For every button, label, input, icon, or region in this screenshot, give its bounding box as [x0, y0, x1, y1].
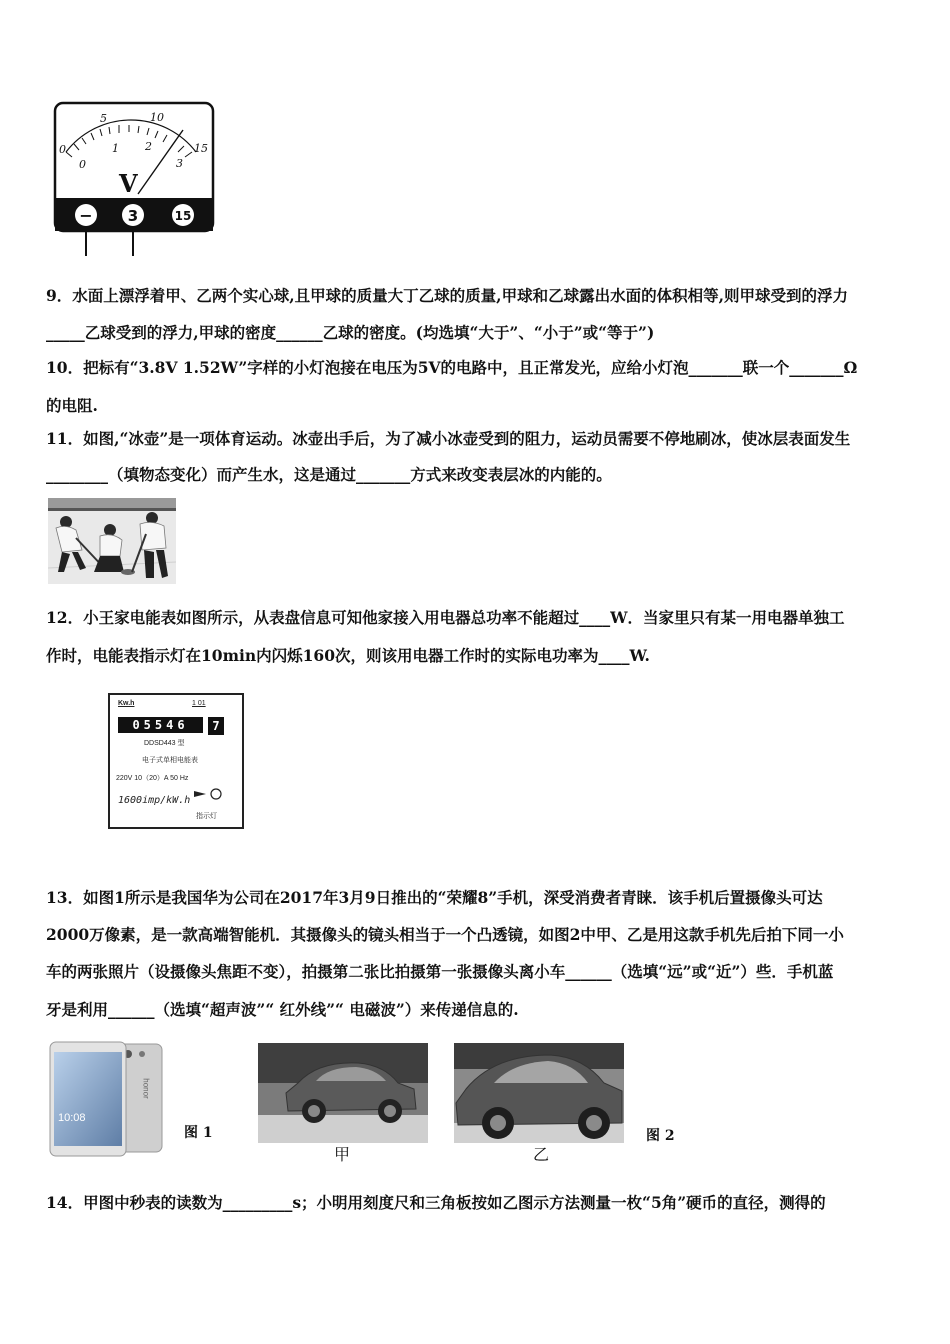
phone-photo [48, 1040, 166, 1158]
scale-bottom-0: 0 [79, 158, 86, 171]
q14-line1: 14．甲图中秒表的读数为_________s；小明用刻度尺和三角板按如乙图示方法测量一枚“5角”硬币的直径，测得的 [46, 1193, 826, 1212]
scale-top-10: 10 [150, 111, 164, 124]
curling-photo [48, 498, 176, 584]
terminal-15: 15 [174, 209, 192, 223]
q9-line1: 9．水面上漂浮着甲、乙两个实心球,且甲球的质量大丁乙球的质量,甲球和乙球露出水面的体积相等,则甲球受到的浮力 [46, 286, 848, 305]
q11-line2: ________（填物态变化）而产生水，这是通过_______方式来改变表层冰的内能的。 [46, 465, 612, 484]
phone-screen-time: 10:08 [58, 1112, 86, 1124]
caption-jia: 甲 [334, 1145, 351, 1164]
q10-line1: 10．把标有“3.8V 1.52W”字样的小灯泡接在电压为5V的电路中，且正常发光，应给小灯泡_______联一个_______Ω [46, 358, 858, 377]
phone-brand-logo: honor [141, 1078, 151, 1099]
q13-line4: 牙是利用______（选填“超声波”“ 红外线”“ 电磁波”）来传递信息的. [46, 1000, 519, 1019]
caption-yi: 乙 [533, 1145, 550, 1164]
energy-meter-figure [108, 693, 244, 829]
meter-specs: 220V 10（20）A 50 Hz [116, 775, 189, 782]
q11-line1: 11．如图,“冰壶”是一项体育运动。冰壶出手后，为了减小冰壶受到的阻力，运动员需要不停地刷冰，使冰层表面发生 [46, 429, 851, 448]
q13-line2: 2000万像素，是一款高端智能机．其摄像头的镜头相当于一个凸透镜，如图2中甲、乙是用这款手机先后拍下同一小 [46, 925, 844, 944]
scale-top-0: 0 [59, 143, 66, 156]
terminal-negative: − [79, 206, 93, 225]
scale-bottom-2: 2 [145, 140, 152, 153]
meter-reading-last-digit: 7 [208, 717, 224, 735]
meter-model: DDSD443 型 [144, 740, 185, 747]
meter-reading-digits: 05546 [118, 717, 203, 733]
voltmeter-figure [52, 100, 218, 260]
q12-line2: 作时，电能表指示灯在10min内闪烁160次，则该用电器工作时的实际电功率为____W. [46, 646, 650, 665]
indicator-light-icon [194, 787, 224, 801]
meter-unit: Kw.h [118, 700, 135, 707]
q13-line1: 13．如图1所示是我国华为公司在2017年3月9日推出的“荣耀8”手机，深受消费者青睐．该手机后置摄像头可达 [46, 888, 823, 907]
scale-top-15: 15 [194, 142, 208, 155]
meter-indicator-label: 指示灯 [196, 813, 217, 820]
meter-phase: 1 01 [192, 700, 206, 707]
scale-bottom-1: 1 [112, 142, 119, 155]
q10-line2: 的电阻. [46, 396, 98, 415]
car-photo-jia [258, 1043, 428, 1143]
q9-line2: _____乙球受到的浮力,甲球的密度______乙球的密度。(均选填“大于”、“小于”或“等于”) [46, 323, 655, 342]
terminal-3: 3 [127, 207, 139, 225]
car-photo-yi [454, 1043, 624, 1143]
scale-bottom-3: 3 [176, 157, 183, 170]
meter-constant: 1600imp/kW.h [118, 795, 191, 806]
meter-name: 电子式单相电能表 [142, 757, 198, 764]
fig2-caption: 图 2 [646, 1128, 675, 1144]
scale-top-5: 5 [100, 112, 107, 125]
q12-line1: 12．小王家电能表如图所示，从表盘信息可知他家接入用电器总功率不能超过____W．当家里只有某一用电器单独工 [46, 608, 845, 627]
voltmeter-unit: V [119, 169, 138, 198]
q13-line3: 车的两张照片（设摄像头焦距不变），拍摄第二张比拍摄第一张摄像头离小车______（选填“远”或“近”）些．手机蓝 [46, 962, 834, 981]
fig1-caption: 图 1 [184, 1125, 213, 1141]
